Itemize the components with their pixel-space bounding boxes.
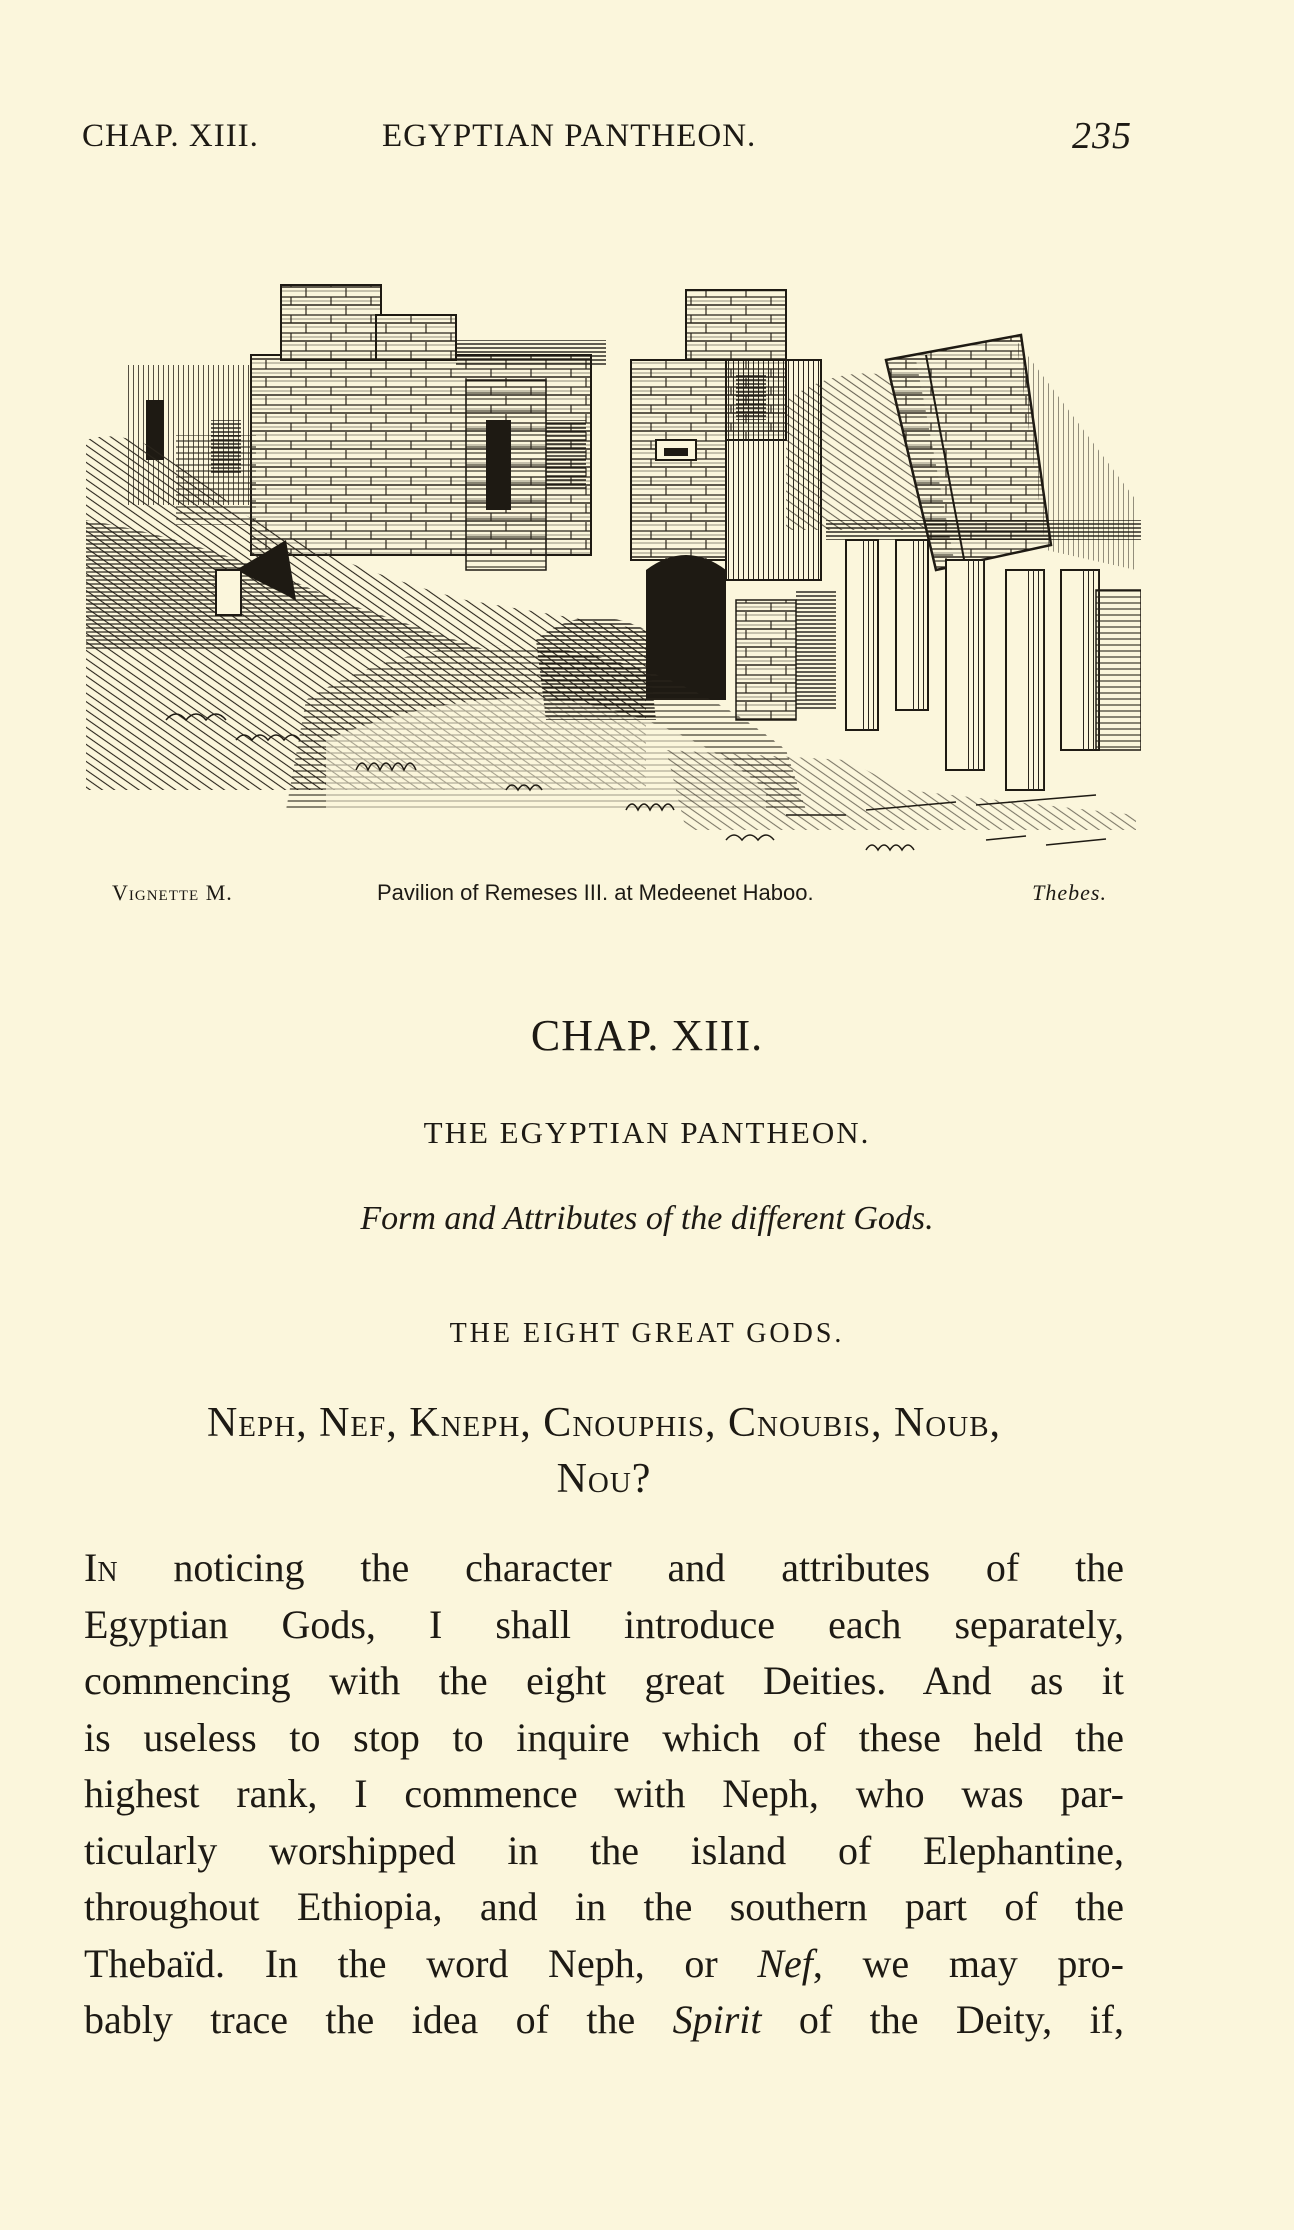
body-line: Egyptian Gods, I shall introduce each separately, bbox=[84, 1601, 1124, 1647]
deity-names-heading bbox=[84, 1395, 1124, 1507]
deity-names-line-1: Neph, Nef, Kneph, Cnouphis, Cnoubis, Noub, bbox=[206, 1400, 1002, 1446]
vignette-label: Vignette M. bbox=[112, 880, 233, 905]
body-line: bably trace the idea of the Spirit of the Deity, if, bbox=[84, 1997, 1125, 2042]
body-line: ticularly worshipped in the island of Elephantine, bbox=[84, 1827, 1124, 1873]
italic-word: Nef bbox=[757, 1940, 813, 1986]
section-heading: THE EIGHT GREAT GODS. bbox=[449, 1318, 845, 1349]
body-line: commencing with the eight great Deities. And as it bbox=[84, 1658, 1124, 1703]
vignette-place: Thebes. bbox=[1032, 880, 1107, 905]
body-paragraph bbox=[84, 1540, 1124, 2049]
page-number: 235 bbox=[1072, 115, 1132, 157]
body-line: In noticing the character and attributes of the bbox=[84, 1545, 1124, 1590]
italic-word: Spirit bbox=[672, 1997, 762, 2042]
chapter-title: THE EGYPTIAN PANTHEON. bbox=[423, 1115, 871, 1150]
chapter-number: CHAP. XIII. bbox=[530, 1011, 764, 1060]
running-head-chapter: CHAP. XIII. bbox=[82, 118, 259, 154]
drop-word: In bbox=[84, 1545, 118, 1590]
vignette-illustration bbox=[86, 270, 1141, 875]
running-head-title: EGYPTIAN PANTHEON. bbox=[382, 118, 757, 154]
temple-ruins-engraving bbox=[86, 270, 1141, 875]
vignette-caption bbox=[112, 880, 1107, 920]
body-line: throughout Ethiopia, and in the southern part of the bbox=[84, 1884, 1124, 1929]
deity-names-line-2: Nou? bbox=[556, 1456, 652, 1502]
vignette-caption-text: Pavilion of Remeses III. at Medeenet Haboo. bbox=[377, 880, 814, 905]
body-line: Thebaïd. In the word Neph, or Nef, we may pro- bbox=[84, 1940, 1124, 1986]
running-head bbox=[82, 115, 1132, 168]
body-line: is useless to stop to inquire which of these held the bbox=[84, 1714, 1124, 1760]
chapter-subtitle: Form and Attributes of the different Gods. bbox=[360, 1200, 934, 1237]
body-line: highest rank, I commence with Neph, who was par- bbox=[84, 1771, 1124, 1816]
